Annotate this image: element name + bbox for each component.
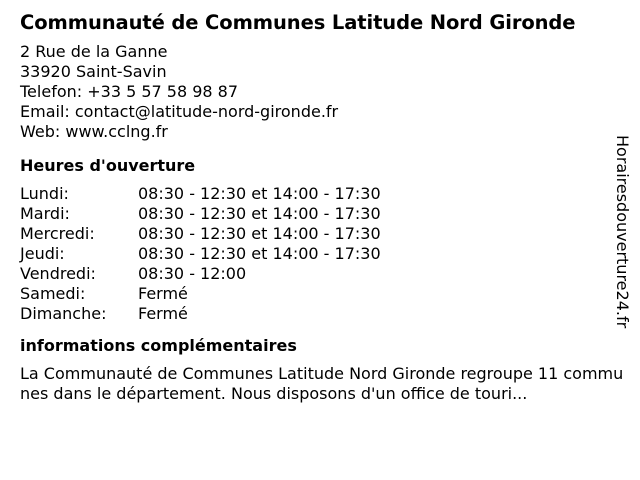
additional-info-text: La Communauté de Communes Latitude Nord Gironde regroupe 11 communes dans le département. Nous disposons d'un office de touri... [20,364,624,403]
street-address: 2 Rue de la Ganne [20,42,168,61]
site-watermark: Horairesdouverture24.fr [613,135,632,329]
day-label: Mardi: [20,204,70,223]
hours-row-monday [20,184,612,204]
day-label: Samedi: [20,284,86,303]
hours-row-friday [20,264,612,284]
day-hours: Fermé [138,304,188,323]
day-hours: 08:30 - 12:30 et 14:00 - 17:30 [138,244,381,263]
hours-row-wednesday [20,224,612,244]
phone-number[interactable]: Telefon: +33 5 57 58 98 87 [20,82,239,101]
day-label: Lundi: [20,184,69,203]
day-hours: Fermé [138,284,188,303]
day-label: Vendredi: [20,264,96,283]
city-postcode: 33920 Saint-Savin [20,62,167,81]
email-address[interactable]: Email: contact@latitude-nord-gironde.fr [20,102,339,121]
day-hours: 08:30 - 12:30 et 14:00 - 17:30 [138,184,381,203]
hours-row-sunday [20,304,612,324]
day-label: Dimanche: [20,304,107,323]
day-hours: 08:30 - 12:00 [138,264,247,283]
additional-info-heading: informations complémentaires [20,336,297,355]
hours-row-tuesday [20,204,612,224]
business-name: Communauté de Communes Latitude Nord Gironde [20,11,576,34]
hours-row-saturday [20,284,612,304]
opening-hours-heading: Heures d'ouverture [20,156,196,175]
opening-hours-table [20,184,612,324]
day-hours: 08:30 - 12:30 et 14:00 - 17:30 [138,224,381,243]
contact-block [20,42,612,142]
website-link[interactable]: Web: www.cclng.fr [20,122,168,141]
hours-row-thursday [20,244,612,264]
day-label: Mercredi: [20,224,95,243]
day-label: Jeudi: [20,244,65,263]
day-hours: 08:30 - 12:30 et 14:00 - 17:30 [138,204,381,223]
